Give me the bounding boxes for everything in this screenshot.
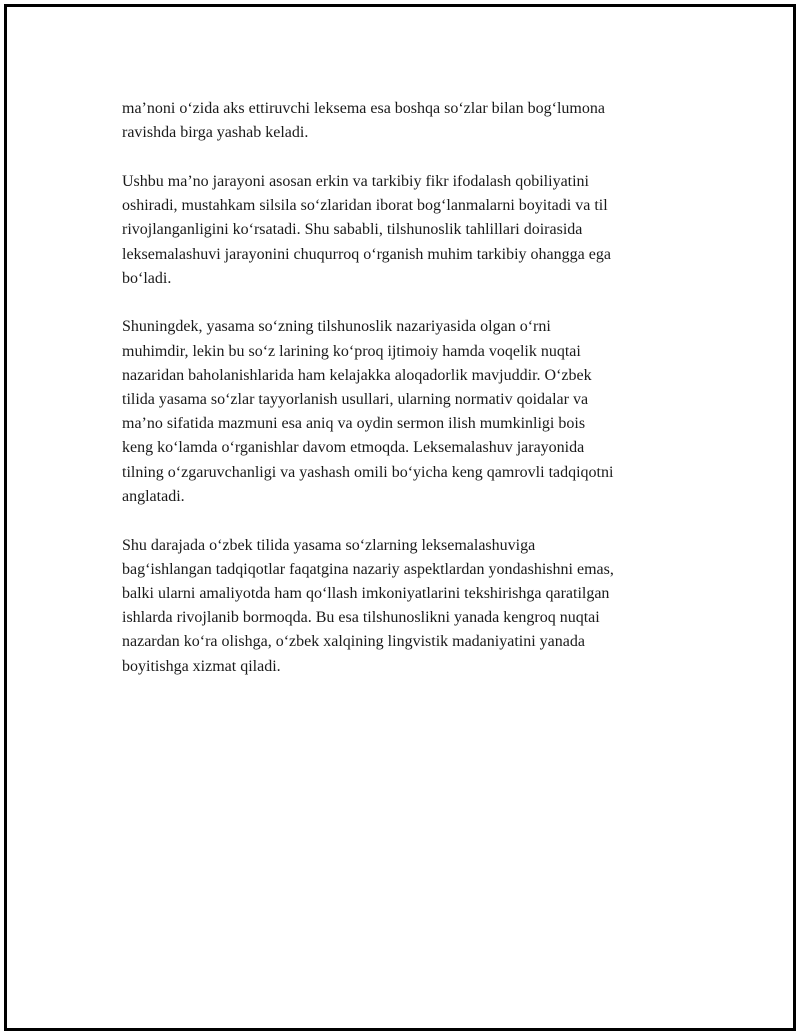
text-line: rivojlanganligini ko‘rsatadi. Shu sababli, tilshunoslik tahlillari doirasida — [122, 221, 583, 239]
text-line: tilning o‘zgaruvchanligi va yashash omili bo‘yicha keng qamrovli tadqiqotni — [122, 463, 614, 481]
text-line: keng ko‘lamda o‘rganishlar davom etmoqda. Leksemalashuv jarayonida — [122, 439, 585, 457]
text-line: tilida yasama so‘zlar tayyorlanish usullari, ularning normativ qoidalar va — [122, 391, 589, 409]
text-line: ma’noni o‘zida aks ettiruvchi leksema esa boshqa so‘zlar bilan bog‘lumona — [122, 100, 605, 117]
text-line: Shu darajada o‘zbek tilida yasama so‘zlarning leksemalashuviga — [122, 536, 536, 554]
text-line: bag‘ishlangan tadqiqotlar faqatgina nazariy aspektlardan yondashishni emas, — [122, 560, 614, 578]
paragraph-3 — [122, 315, 694, 509]
paragraph-2 — [122, 170, 694, 291]
document-body — [122, 97, 694, 703]
paragraph-1 — [122, 97, 694, 145]
text-line: boyitishga xizmat qiladi. — [122, 657, 281, 675]
text-line: nazardan ko‘ra olishga, o‘zbek xalqining lingvistik madaniyatini yanada — [122, 633, 585, 651]
text-line: balki ularni amaliyotda ham qo‘llash imkoniyatlarini tekshirishga qaratilgan — [122, 584, 610, 602]
text-line: ravishda birga yashab keladi. — [122, 124, 309, 142]
text-line: anglatadi. — [122, 487, 185, 505]
text-line: bo‘ladi. — [122, 269, 172, 287]
document-page — [4, 4, 796, 1031]
text-line: leksemalashuvi jarayonini chuqurroq o‘rganish muhim tarkibiy ohangga ega — [122, 245, 611, 263]
text-line: oshiradi, mustahkam silsila so‘zlaridan iborat bog‘lanmalarni boyitadi va til — [122, 197, 608, 215]
text-line: Shuningdek, yasama so‘zning tilshunoslik nazariyasida olgan o‘rni — [122, 318, 551, 336]
text-line: ma’no sifatida mazmuni esa aniq va oydin sermon ilish mumkinligi bois — [122, 415, 586, 433]
text-line: muhimdir, lekin bu so‘z larining ko‘proq ijtimoiy hamda voqelik nuqtai — [122, 342, 581, 360]
text-line: ishlarda rivojlanib bormoqda. Bu esa tilshunoslikni yanada kengroq nuqtai — [122, 609, 600, 627]
text-line: Ushbu ma’no jarayoni asosan erkin va tarkibiy fikr ifodalash qobiliyatini — [122, 172, 589, 190]
paragraph-4 — [122, 534, 694, 679]
text-line: nazaridan baholanishlarida ham kelajakka aloqadorlik mavjuddir. O‘zbek — [122, 366, 592, 384]
